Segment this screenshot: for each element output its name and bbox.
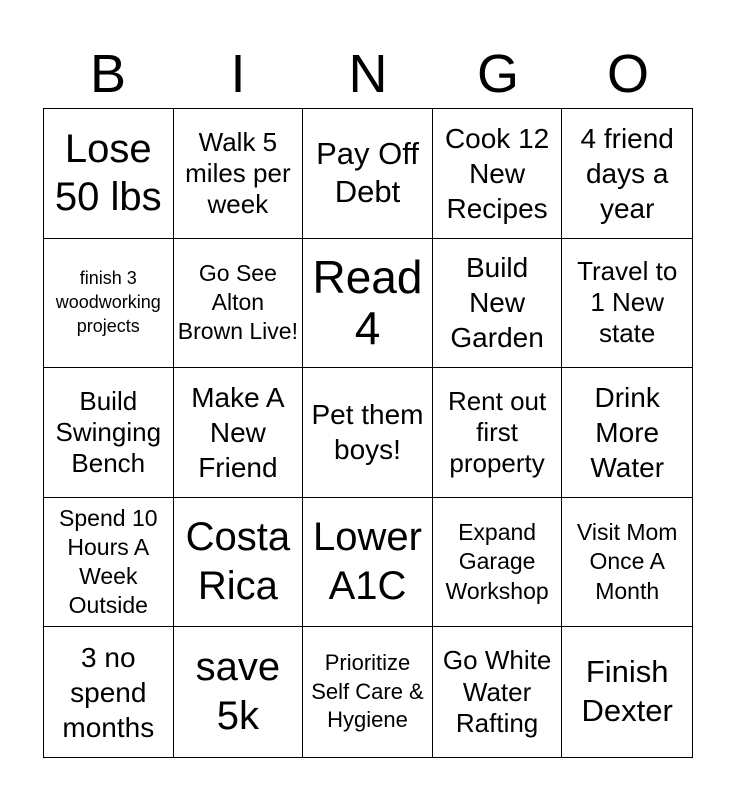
header-letter-o: O <box>606 44 649 104</box>
bingo-cell[interactable]: Read 4 <box>303 239 433 369</box>
bingo-cell[interactable]: Prioritize Self Care & Hygiene <box>303 627 433 757</box>
bingo-cell[interactable]: 3 no spend months <box>44 627 174 757</box>
bingo-cell[interactable]: save 5k <box>174 627 304 757</box>
bingo-cell[interactable]: Lower A1C <box>303 498 433 628</box>
bingo-cell[interactable]: Make A New Friend <box>174 368 304 498</box>
bingo-cell[interactable]: Pet them boys! <box>303 368 433 498</box>
bingo-cell[interactable]: Finish Dexter <box>581 654 673 729</box>
bingo-cell[interactable]: Walk 5 miles per week <box>174 109 304 239</box>
bingo-cell[interactable]: Pay Off Debt <box>303 109 433 239</box>
bingo-cell[interactable]: Costa Rica <box>174 498 304 628</box>
bingo-cell[interactable]: Lose 50 lbs <box>44 109 174 239</box>
bingo-cell[interactable]: Cook 12 New Recipes <box>433 109 563 239</box>
bingo-cell[interactable]: finish 3 woodworking projects <box>44 239 174 369</box>
bingo-header <box>43 40 693 108</box>
bingo-cell[interactable]: 4 friend days a year <box>562 109 692 239</box>
header-letter-g: G <box>476 44 519 104</box>
header-letter-i: I <box>230 44 246 104</box>
bingo-cell[interactable]: Go See Alton Brown Live! <box>174 239 304 369</box>
bingo-cell[interactable]: Build Swinging Bench <box>44 368 174 498</box>
bingo-cell[interactable]: Rent out first property <box>433 368 563 498</box>
bingo-cell[interactable]: Spend 10 Hours A Week Outside <box>44 498 174 628</box>
bingo-cell[interactable]: Expand Garage Workshop <box>433 498 563 628</box>
header-letter-n: N <box>348 44 388 104</box>
bingo-board <box>43 108 693 758</box>
bingo-cell[interactable]: Visit Mom Once A Month <box>562 498 692 628</box>
bingo-cell[interactable]: Travel to 1 New state <box>562 239 692 369</box>
bingo-cell[interactable]: Build New Garden <box>433 239 563 369</box>
bingo-cell[interactable]: Drink More Water <box>562 368 692 498</box>
header-letter-b: B <box>89 44 127 104</box>
bingo-cell[interactable]: Go White Water Rafting <box>433 627 563 757</box>
